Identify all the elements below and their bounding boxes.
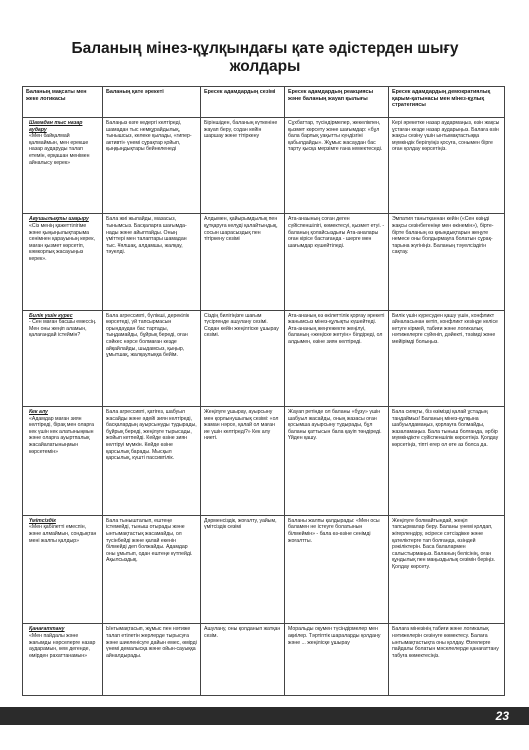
feelings-cell: Сіздің билігіңізге шағым түсіргенде ашулану сезімі. Содан кейін жеңілгіске ұшырау сезімі. xyxy=(201,310,285,406)
header-strategy: Ересек адамдардың демократиялық қарым-қатынасы мен мінез-құлық стратегиясы xyxy=(389,87,505,118)
feelings-cell: Біріншіден, баланың күткеніне жауап беру, содан кейін шаршау және тітіркену xyxy=(201,118,285,214)
reaction-cell: Сұхбаттар, түсіндірмелер, жекелікпен, қызмет көрсету және шағымдар: «бұл бала барлық уақытты күндізгіні қабылдайды». Жұмыс жасаудан бас тарту қысқа мерзімге ғана кемектеседі. xyxy=(285,118,389,214)
reaction-cell: Ата-анаының соған деген сүйіспеншілігі, көмектесуі, қызмет етуі. - баланың қолайсыздығы Ата-аналары оған кірісе бастағанда - шерге мен шағымдар күшейтіледі. xyxy=(285,214,389,310)
page-title: Баланың мінез-құлқындағы қате әдістерден шығу жолдары xyxy=(71,40,459,75)
goal-logic: «Адамдар маған зиян келтіреді, бірақ мен оларға кек үшін кек алатыныңмын және оларға ауыртпалық жасайалатыныңмын көрсетемін» xyxy=(29,415,95,455)
table-row xyxy=(23,624,505,696)
strategy-cell: Бала сияқты, біз өзімізді қалай ұстадың тандаймыз! Баланың мінез-құлқына шабуылдамаңыз, қорлауға болмайды, жазаламаңыз. Бала тыныш болғанда, әрбір мүмкіндікте сүйіспеншілік көрсетіңіз. Қолдау көрсетіңіз, тіпті егер ол өте аз болса да. xyxy=(389,406,505,515)
goal-title: Кек алу xyxy=(29,408,48,415)
goal-logic: - Сен маған басшы емессің. Мен оны жеңіп аламын, қалағандай істеймін? xyxy=(29,319,97,339)
strategy-cell: Кері әрекетке назар аудармаңыз, өзін жақсы ұстаған кезде назар аударыңыз. Балаға өзін жақсы сезіну үшін ынтымақтастыққа мүмкіндік берілуіңіз қосуға, сонымен бірге оған қолдау көрсетіңіз. xyxy=(389,118,505,214)
methods-table xyxy=(22,86,505,696)
goal-title: Шамадан тыс назар аудару xyxy=(29,120,83,133)
goal-cell xyxy=(23,406,103,515)
footer-bar xyxy=(0,707,529,725)
goal-logic: «Сіз менің қажеттілігіме және қыңыңылықтарыма сенімнен қарауының керек, маған қызмет көрсетіп, кәмкорлық жасауыңыз керек». xyxy=(29,222,95,262)
reaction-cell: Жауап ретінде ол баланы «бұзу» үшін шабуыл жасайды, оның жазасы оған қосымша ауырсыну тудырады, бұл баланы қаттысын бала қауіп төндіреді. Үйден қашу. xyxy=(285,406,389,515)
behavior-cell: Бала агрессивті, бүлікші, дерекілік көрсетеді, үй тапсырмасын орындаудан бас тартады, тыңдамайды, бұйрық береді, оған сәйкес нәрсе болмаған кезде айқайлайды, шыдамсыз, қыңыр, ұмытшақ, жалқаулыққа бейім. xyxy=(103,310,201,406)
goal-logic: «Мен байқалмай қалмаймын, мен ерекше назар аударуды талап етемін, ерқашан менімен айналысу керек» xyxy=(29,133,90,166)
goal-title: Авушылықты шақыру xyxy=(29,216,89,223)
goal-logic: «Мен қабілетті емеспін, және алмаймын, сондықтан мені жалпы қалдыр» xyxy=(29,524,97,544)
strategy-cell: Балаға мінезінің табиғи және логикалық нәтижелерін сезінуге көмектесу. Балаға ынтымақтастықта оны қолдау. Өзгелерге пайдалы болатын мәселелерде қанағаттану табуға көмектесіңіз. xyxy=(389,624,505,696)
behavior-cell: Бала тынышталып, ештеңе істемейді, тыныш отырады және ынтымақтастық жасамайды, ол түсінбейді және қалай екенін білмейді деп болжайды. Адамдар оны ұмытып, одан ештеңе күтпейді. Ақылсыздық. xyxy=(103,515,201,624)
table-row xyxy=(23,214,505,310)
reaction-cell: Ата-ананың өз өкілеттілік қорғау әрекеті жанымсыз мінез-құлықты күшейтеді. Ата-ананың жеңгежекте жеңілуі, баланың «жеңіске жетуін» білдіреді, ол алдымен, өзіне зиян келтіреді. xyxy=(285,310,389,406)
header-reaction: Ересек адамдардың реакциясы және баланың жауап қылығы xyxy=(285,87,389,118)
strategy-cell: Билік үшін күресуден қашу үшін, конфликт айналасынан кетіп, конфликт кезінде келісе кетуге кірмей, табиғи және логикалық нәтижелерге сүйеніп, дәйекті, тәзімді және мейірімді болыңыз. xyxy=(389,310,505,406)
header-behavior: Баланың қате әрекеті xyxy=(103,87,201,118)
behavior-cell: Бала жиі жылайды, мазасыз, тынымсыз. Басқаларға шағымданады және айыптайды. Оның үміттері мен талаптары шамадан тыс. Ұялшақ, алдамшы, жалқау, тәуелді. xyxy=(103,214,201,310)
goal-title: Қанағаттану xyxy=(29,626,65,633)
strategy-cell: Жеңілуге болмайтындай, жеңіл тапсырмалар беру. Баланы үнемі қолдап, жігерлендіру, әсіресе сәтсіздікке және қателіктерге тап болғанда, өзіндей рәкіліктерін. Баса балалармен салыстырмаңыз. Баланың белісінің, оған құндылық пен маңыздылық сезімін беріңіз. Қолдау көрсету. xyxy=(389,515,505,624)
reaction-cell: Моральды оқумен түсіндірмелер мен ақиілер. Тәртіптік шараларды қолдану және ... жеңілісқе ұшырау xyxy=(285,624,389,696)
behavior-cell: Бала агрессивті, қатігез, шабуыл жасайды және әдейі зиян келтіреді, басқалардың ауырсынуды тудырады, бұйрық береді, жеңілуге тырысады, жойып кетпейді. Кейде өзіне зиян келтіруі мүмкін. Кейде өзіне қарсылық барады. Мысқыл қарсылық, күшті пассивтілік. xyxy=(103,406,201,515)
table-row xyxy=(23,310,505,406)
table-header-row xyxy=(23,87,505,118)
feelings-cell: Жеңілуге ұшырау, ауырсыну мен қорлынушылық сезімі: «ол жаман нәрсе, қалай ол маған ие үшін келтіреді?» Кек алу ниеті. xyxy=(201,406,285,515)
goal-cell xyxy=(23,310,103,406)
table-row xyxy=(23,118,505,214)
goal-title: Билік үшін күрес xyxy=(29,312,73,319)
table-row xyxy=(23,515,505,624)
strategy-cell: Эмпатия танытқаннан кейін («Сен өзіңді жақсы сезінбегеніңе мен өкінемін»), бірте-бірте баланың өз қиындықтарын жеңуге немесе оны болдырмауға болатын сұрақтарына жүгініңіз. Баланың тәуелсіздігін сақтау. xyxy=(389,214,505,310)
feelings-cell: Алдымен, қайырымдылық пен құтқаруға келуді қалайтындық, сосын шарасыздық пен тітіркену сезімі xyxy=(201,214,285,310)
behavior-cell: Балаңыз өзге кедергі келтіреді, шамадан тыс немқұрайдылық, тынышсыз, келеке қылады, «гиперактивті» үнемі сұрақтар қойып, қыңқыңдықтары бейнеленеді xyxy=(103,118,201,214)
reaction-cell: Баланы жалпы қалдырады: «Мен осы баламен не істеуге болатынын білмеймін» - бала өз-өзіне сенімді жоғалтты. xyxy=(285,515,389,624)
feelings-cell: Ашулану, оны қолданып жатқан сезім. xyxy=(201,624,285,696)
goal-cell xyxy=(23,515,103,624)
feelings-cell: Дәрменсіздік, жоғалту, уайым, үмітсіздік сезімі xyxy=(201,515,285,624)
page-number: 23 xyxy=(495,709,509,723)
goal-cell xyxy=(23,624,103,696)
methods-table-wrapper xyxy=(22,86,504,696)
goal-cell xyxy=(23,214,103,310)
table-row xyxy=(23,406,505,515)
goal-cell xyxy=(23,118,103,214)
goal-title: Үмітсіздік xyxy=(29,517,56,524)
goal-logic: «Мен пайдалы және жағымды нәрселерге назар аударамын, кем дегенде, өмірден рахаттанамын» xyxy=(29,633,96,659)
behavior-cell: Ынтымақтасып, жұмыс пен нәтиже талап етілетін жерлерде тырысуға және шиеленісуге дайын емес, өмірді үнемі демалысқа және ойын-сауыққа айналдырады. xyxy=(103,624,201,696)
header-feelings: Ересек адамдардың сезімі xyxy=(201,87,285,118)
header-goal: Баланың мақсаты мен жеке логикасы xyxy=(23,87,103,118)
